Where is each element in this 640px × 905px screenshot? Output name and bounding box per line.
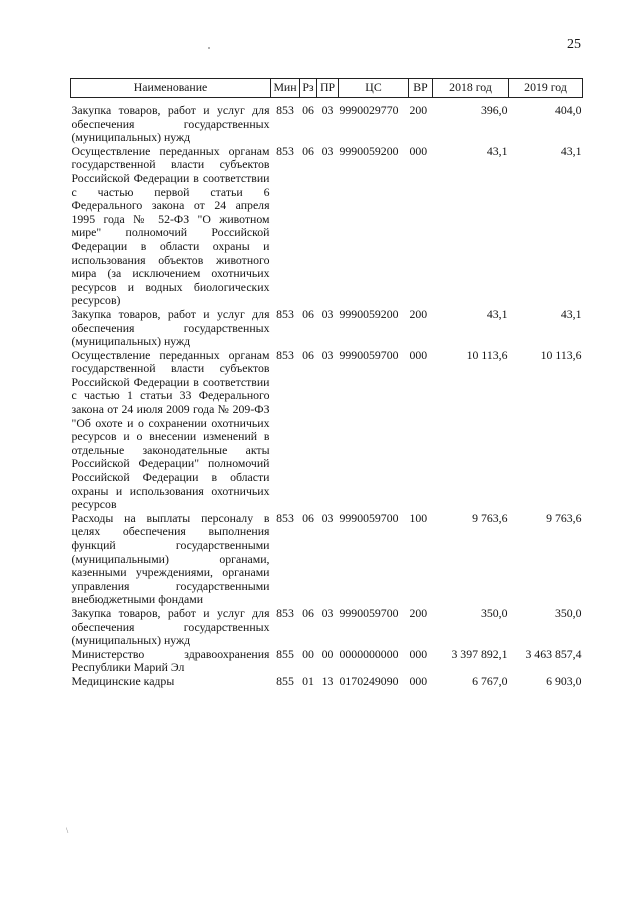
row-min: 853 (276, 143, 294, 158)
row-vr: 200 (409, 103, 428, 117)
row-min: 855 (276, 673, 294, 688)
row-2019: 350,0 (554, 605, 582, 620)
row-rz: 06 (302, 347, 314, 362)
row-2019: 404,0 (554, 103, 582, 117)
row-name: Медицинские кадры (71, 673, 175, 688)
table-row (71, 308, 583, 349)
row-2018: 10 113,6 (466, 347, 508, 362)
row-vr: 200 (409, 605, 428, 620)
row-name: Закупка товаров, работ и услуг для обеспечения государственных (муниципальных) нужд (71, 605, 270, 648)
page-number: 25 (567, 37, 581, 52)
row-2019: 3 463 857,4 (525, 646, 582, 661)
row-cs: 0000000000 (339, 646, 399, 661)
table-header-row (71, 79, 583, 98)
row-pr: 03 (321, 143, 334, 158)
row-min: 853 (276, 347, 294, 362)
table-body (71, 98, 583, 689)
row-2018: 3 397 892,1 (451, 646, 508, 661)
row-pr: 03 (321, 103, 334, 117)
header-pr: ПР (317, 79, 339, 98)
row-min: 855 (276, 646, 294, 661)
header-vr: ВР (409, 79, 433, 98)
row-name: Осуществление переданных органам государственной власти субъектов Российской Федерации в соответствии с частью 1 статьи 33 Федерального закона от 24 июля 2009 года № 209-ФЗ "Об охоте и о сохранении охотничьих ресурсов и о внесении изменений в отдельные законодательные акты Российской Федерации" полномочий Российской Федерации в области охраны и использования охотничьих ресурсов (71, 347, 270, 512)
row-2019: 43,1 (560, 306, 582, 321)
header-2018: 2018 год (433, 79, 509, 98)
row-vr: 100 (409, 510, 428, 525)
row-2018: 9 763,6 (472, 510, 508, 525)
row-2018: 43,1 (486, 306, 508, 321)
row-rz: 06 (302, 510, 314, 525)
table-row (71, 675, 583, 689)
row-cs: 9990059200 (339, 143, 399, 158)
row-pr: 03 (321, 605, 334, 620)
row-vr: 000 (409, 347, 428, 362)
row-name: Осуществление переданных органам государственной власти субъектов Российской Федерации в соответствии с частью первой статьи 6 Федерального закона от 24 апреля 1995 года № 52-ФЗ "О животном мире" полномочий Российской Федерации в области охраны и использования объектов животного мира (за исключением охотничьих ресурсов и водных биологических ресурсов) (71, 143, 270, 308)
row-rz: 06 (302, 306, 314, 321)
row-pr: 00 (321, 646, 334, 661)
table-row (71, 607, 583, 648)
row-min: 853 (276, 605, 294, 620)
table-row (71, 349, 583, 512)
table-row (71, 512, 583, 607)
row-vr: 000 (409, 143, 428, 158)
header-min: Мин (271, 79, 300, 98)
row-min: 853 (276, 306, 294, 321)
row-cs: 9990029770 (339, 103, 399, 117)
header-name: Наименование (71, 79, 271, 98)
row-2018: 43,1 (486, 143, 508, 158)
row-2019: 43,1 (560, 143, 582, 158)
row-2019: 6 903,0 (546, 673, 582, 688)
row-vr: 000 (409, 673, 428, 688)
row-2018: 396,0 (480, 103, 508, 117)
row-pr: 03 (321, 510, 334, 525)
row-pr: 03 (321, 347, 334, 362)
header-cs: ЦС (339, 79, 409, 98)
row-pr: 03 (321, 306, 334, 321)
row-vr: 000 (409, 646, 428, 661)
scan-speck (208, 47, 210, 49)
row-2019: 9 763,6 (546, 510, 582, 525)
row-name: Закупка товаров, работ и услуг для обеспечения государственных (муниципальных) нужд (71, 103, 270, 145)
row-2018: 6 767,0 (472, 673, 508, 688)
row-cs: 0170249090 (339, 673, 399, 688)
row-name: Расходы на выплаты персоналу в целях обеспечения выполнения функций государственными (муниципальными) органами, казенными учреждениями, органами управления государственными внебюджетными фондами (71, 510, 270, 607)
header-rz: Рз (300, 79, 317, 98)
header-2019: 2019 год (509, 79, 583, 98)
row-cs: 9990059700 (339, 347, 399, 362)
row-2018: 350,0 (480, 605, 508, 620)
row-2019: 10 113,6 (540, 347, 582, 362)
row-cs: 9990059200 (339, 306, 399, 321)
table-row (71, 145, 583, 308)
row-pr: 13 (321, 673, 334, 688)
row-rz: 06 (302, 103, 314, 117)
table-row (71, 104, 583, 145)
row-min: 853 (276, 103, 294, 117)
table-row (71, 648, 583, 675)
row-name: Закупка товаров, работ и услуг для обеспечения государственных (муниципальных) нужд (71, 306, 270, 349)
row-min: 853 (276, 510, 294, 525)
row-rz: 01 (302, 673, 314, 688)
row-rz: 06 (302, 605, 314, 620)
row-vr: 200 (409, 306, 428, 321)
scan-mark: \ (66, 826, 69, 835)
row-cs: 9990059700 (339, 510, 399, 525)
row-rz: 06 (302, 143, 314, 158)
budget-table (70, 78, 583, 689)
row-rz: 00 (302, 646, 314, 661)
row-cs: 9990059700 (339, 605, 399, 620)
row-name: Министерство здравоохранения Республики Марий Эл (71, 646, 270, 675)
